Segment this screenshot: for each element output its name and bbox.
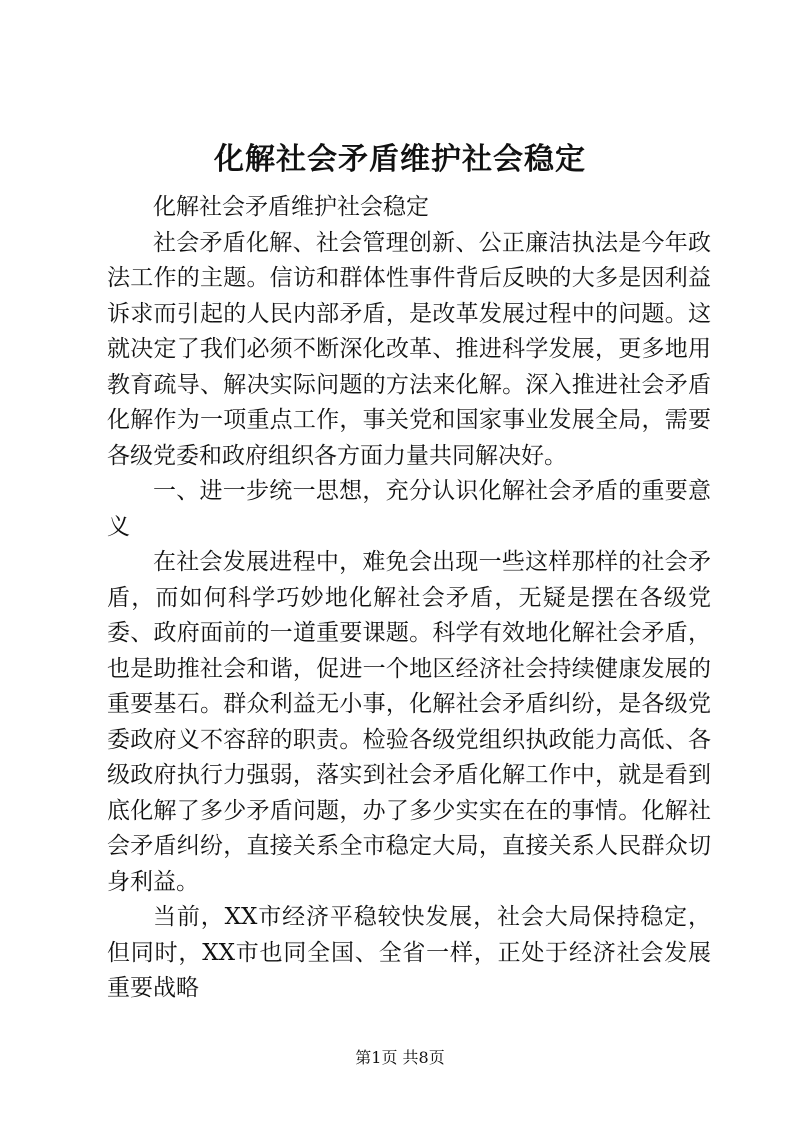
paragraph-current-situation: 当前，XX市经济平稳较快发展，社会大局保持稳定，但同时，XX市也同全国、全省一样，正处于经济社会发展重要战略 — [107, 904, 711, 1001]
paragraph-subtitle: 化解社会矛盾维护社会稳定 — [153, 194, 429, 220]
section-heading: 一、进一步统一思想，充分认识化解社会矛盾的重要意义 — [107, 478, 711, 540]
document-title: 化解社会矛盾维护社会稳定 — [214, 142, 586, 177]
paragraph-section-1: 在社会发展进程中，难免会出现一些这样那样的社会矛盾，而如何科学巧妙地化解社会矛盾，无疑是摆在各级党委、政府面前的一道重要课题。科学有效地化解社会矛盾，也是助推社会和谐，促进一个地区经济社会持续健康发展的重要基石。群众利益无小事，化解社会矛盾纠纷，是各级党委政府义不容辞的职责。检验各级党组织执政能力高低、各级政府执行力强弱，落实到社会矛盾化解工作中，就是看到底化解了多少矛盾问题，办了多少实实在在的事情。化解社会矛盾纠纷，直接关系全市稳定大局，直接关系人民群众切身利益。 — [107, 549, 711, 895]
paragraph-intro: 社会矛盾化解、社会管理创新、公正廉洁执法是今年政法工作的主题。信访和群体性事件背后反映的大多是因利益诉求而引起的人民内部矛盾，是改革发展过程中的问题。这就决定了我们必须不断深化改革、推进科学发展，更多地用教育疏导、解决实际问题的方法来化解。深入推进社会矛盾化解作为一项重点工作，事关党和国家事业发展全局，需要各级党委和政府组织各方面力量共同解决好。 — [107, 229, 711, 469]
page-number-footer: 第1页 共8页 — [355, 1048, 445, 1067]
document-body — [107, 190, 711, 1007]
